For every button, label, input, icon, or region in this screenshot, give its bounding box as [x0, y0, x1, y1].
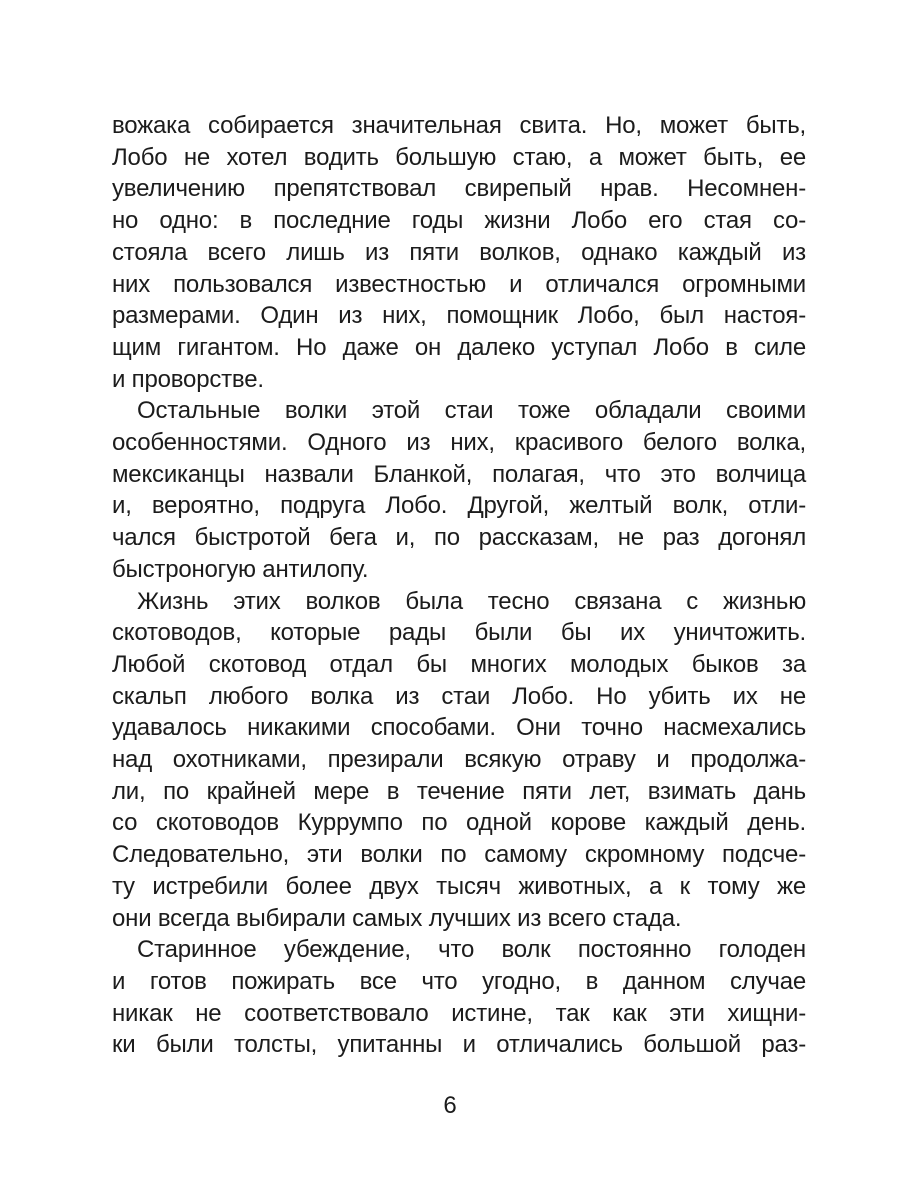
text-line: Любой скотовод отдал бы многих молодых быков за: [112, 650, 806, 678]
text-line: скальп любого волка из стаи Лобо. Но убить их не: [112, 682, 806, 710]
page-number: 6: [443, 1092, 457, 1119]
text-line: Лобо не хотел водить большую стаю, а может быть, ее: [112, 143, 806, 171]
paragraph: [112, 934, 806, 1061]
text-line: Старинное убеждение, что волк постоянно голоден: [137, 936, 806, 964]
text-line: стояла всего лишь из пяти волков, однако каждый из: [112, 238, 806, 266]
text-line: них пользовался известностью и отличался огромными: [112, 270, 806, 298]
paragraph: [112, 110, 806, 395]
text-line: со скотоводов Куррумпо по одной корове каждый день.: [112, 809, 806, 837]
page-text: [112, 110, 806, 1061]
text-line: особенностями. Одного из них, красивого белого волка,: [112, 429, 806, 457]
text-line: ли, по крайней мере в течение пяти лет, взимать дань: [112, 777, 806, 805]
text-line: Остальные волки этой стаи тоже обладали своими: [137, 397, 806, 425]
text-line: они всегда выбирали самых лучших из всего стада.: [112, 904, 682, 932]
text-line: но одно: в последние годы жизни Лобо его стая со-: [112, 207, 806, 235]
text-line: и, вероятно, подруга Лобо. Другой, желтый волк, отли-: [112, 492, 806, 520]
text-line: удавалось никакими способами. Они точно насмехались: [112, 714, 806, 742]
paragraph: [112, 395, 806, 585]
text-line: мексиканцы назвали Бланкой, полагая, что это волчица: [112, 460, 806, 488]
text-line: ту истребили более двух тысяч животных, а к тому же: [112, 872, 806, 900]
paragraph: [112, 586, 806, 935]
text-line: и проворстве.: [112, 365, 264, 393]
text-line: быстроногую антилопу.: [112, 555, 369, 583]
text-line: вожака собирается значительная свита. Но, может быть,: [112, 112, 806, 139]
text-line: чался быстротой бега и, по рассказам, не раз догонял: [112, 524, 806, 552]
text-line: размерами. Один из них, помощник Лобо, был настоя-: [112, 302, 806, 330]
text-line: ки были толсты, упитанны и отличались большой раз-: [112, 1031, 806, 1059]
text-line: никак не соответствовало истине, так как эти хищни-: [112, 999, 806, 1027]
text-line: и готов пожирать все что угодно, в данном случае: [112, 967, 806, 995]
text-line: увеличению препятствовал свирепый нрав. Несомнен-: [112, 175, 806, 203]
text-line: Жизнь этих волков была тесно связана с жизнью: [137, 587, 806, 615]
text-line: скотоводов, которые рады были бы их уничтожить.: [112, 619, 806, 647]
text-line: Следовательно, эти волки по самому скромному подсче-: [112, 841, 806, 869]
text-line: над охотниками, презирали всякую отраву и продолжа-: [112, 746, 806, 774]
text-line: щим гигантом. Но даже он далеко уступал Лобо в силе: [112, 333, 806, 361]
